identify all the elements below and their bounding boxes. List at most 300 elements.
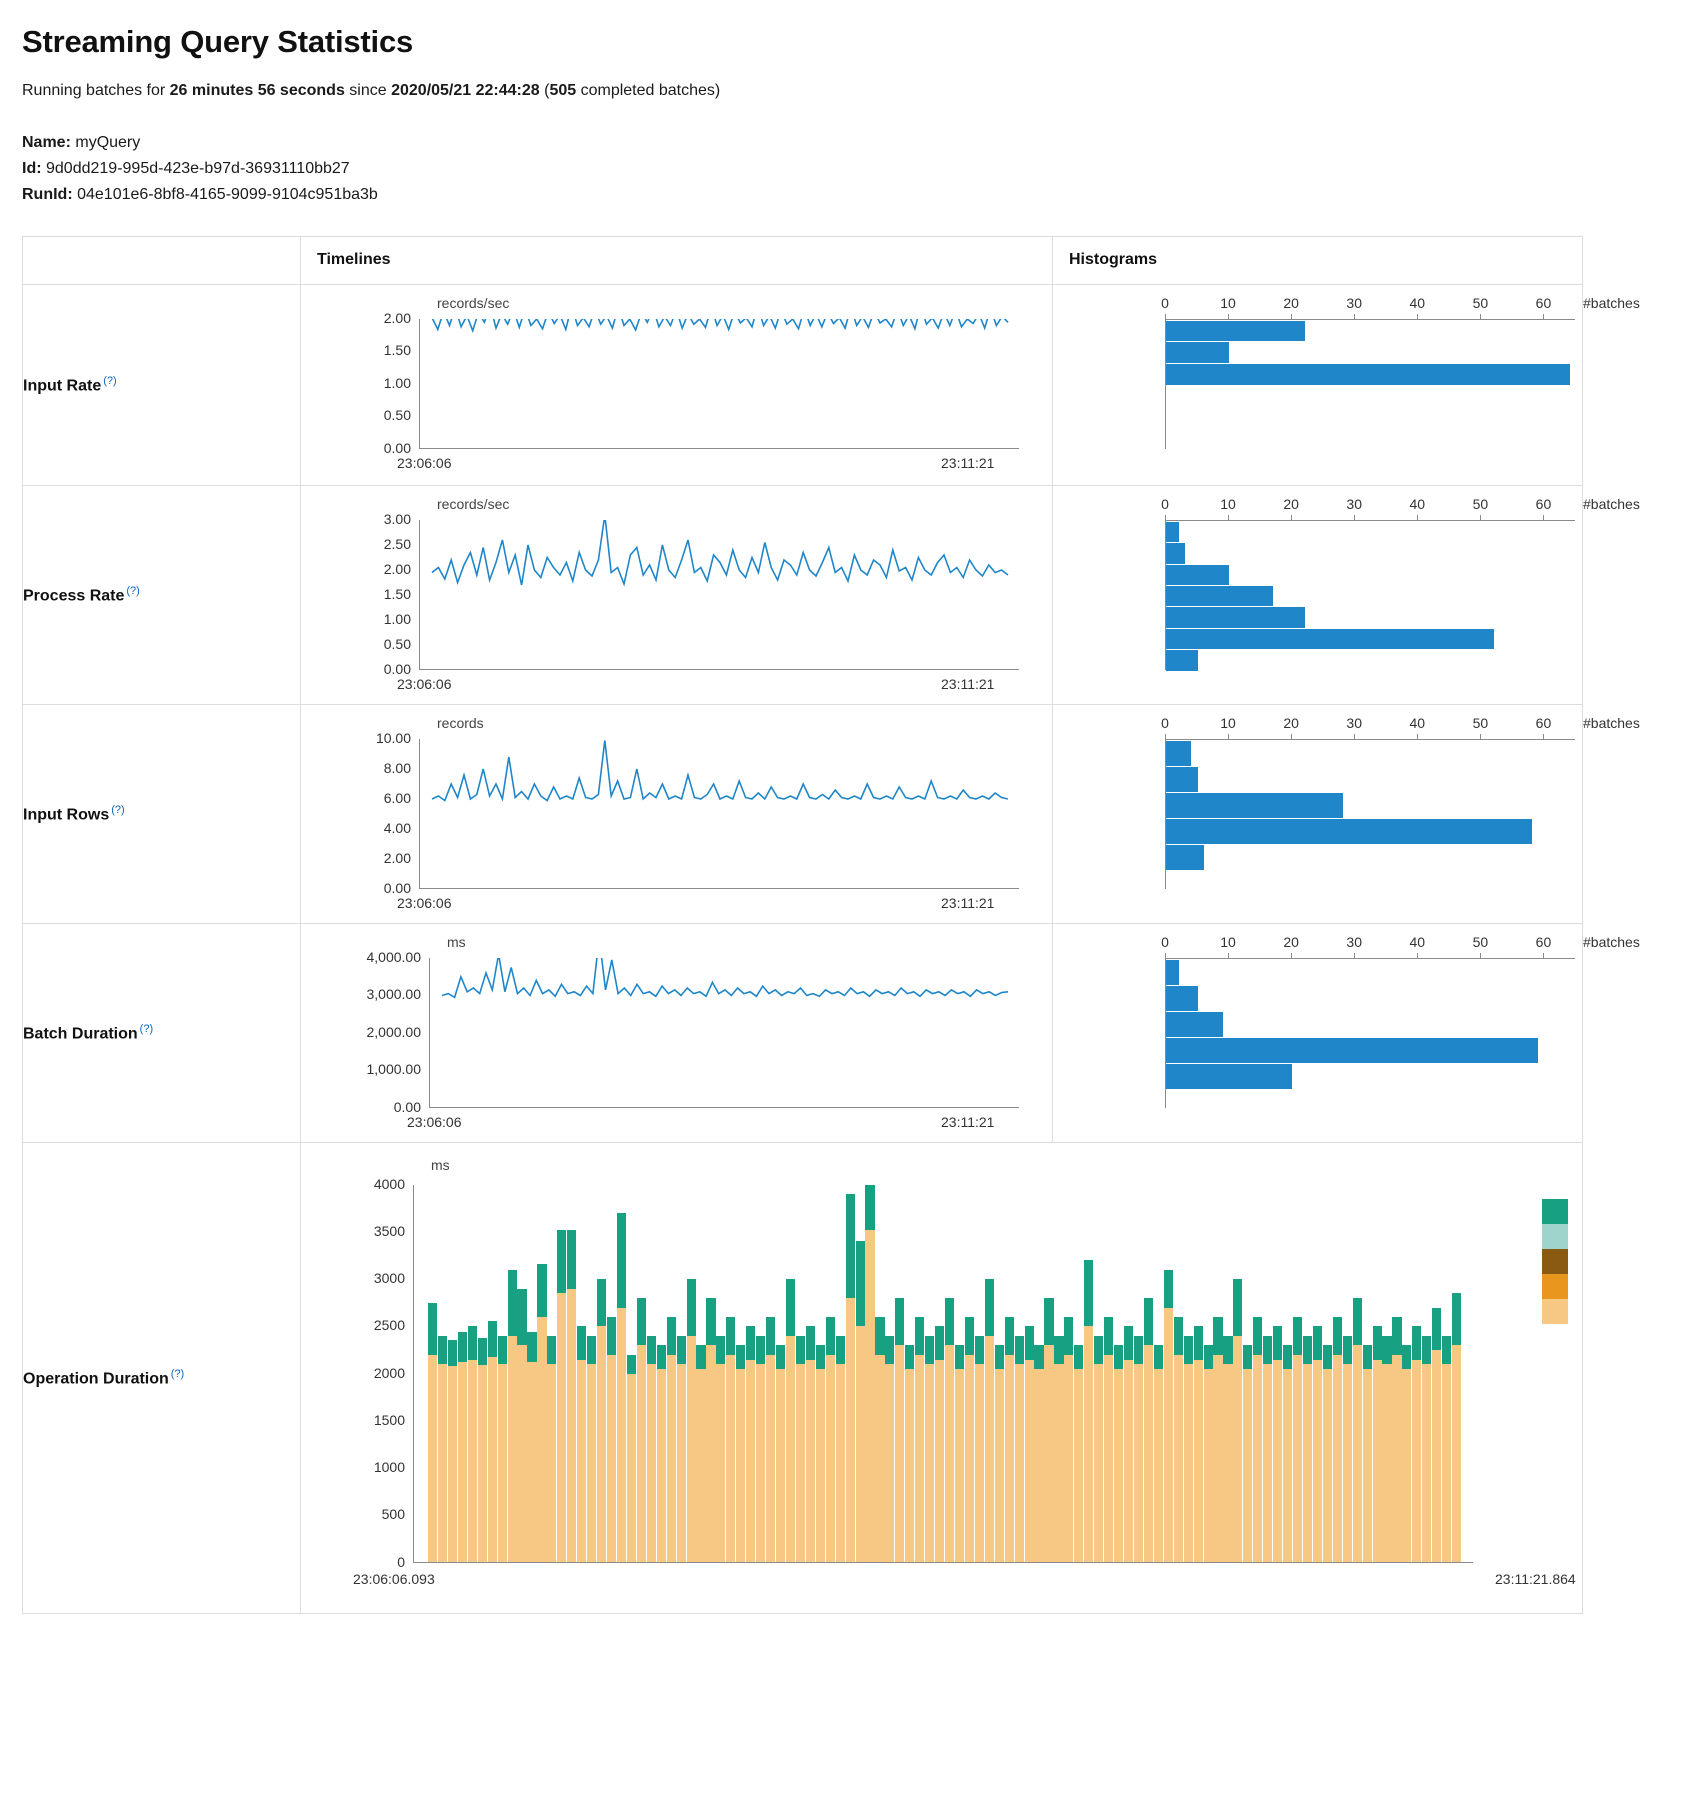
histogram-tick-label: 30	[1346, 495, 1363, 512]
timeline-cell-input-rate	[301, 284, 1053, 485]
y-tick-label: 1000	[373, 1459, 405, 1476]
legend-swatch-2[interactable]	[1542, 1249, 1568, 1274]
plot-area	[419, 319, 1019, 449]
stacked-bar-segment	[657, 1345, 666, 1369]
stacked-bar-segment	[905, 1345, 914, 1369]
stacked-bar-segment	[776, 1369, 785, 1563]
stacked-bar-segment	[1442, 1364, 1451, 1562]
histogram-axis-label: #batches	[1583, 714, 1640, 731]
query-id-row	[22, 156, 1671, 182]
histogram-bar	[1166, 522, 1179, 542]
y-tick-label: 2000	[373, 1364, 405, 1381]
header-blank	[23, 236, 301, 284]
histogram-tick-label: 0	[1161, 495, 1169, 512]
stacked-bar-segment	[1412, 1360, 1421, 1563]
stacked-bar-segment	[846, 1194, 855, 1298]
stacked-bar-segment	[647, 1336, 656, 1364]
histogram-tick	[1543, 515, 1544, 520]
stacked-bar-segment	[1094, 1336, 1103, 1364]
stacked-bar-segment	[1273, 1326, 1282, 1359]
help-icon[interactable]: (?)	[139, 1022, 154, 1035]
stacked-bar-segment	[1044, 1298, 1053, 1345]
histogram-axis	[1165, 319, 1575, 320]
stacked-bar-segment	[895, 1345, 904, 1562]
stacked-bar-segment	[1432, 1308, 1441, 1351]
stacked-bar-segment	[1005, 1355, 1014, 1563]
query-name-value: myQuery	[75, 134, 141, 151]
histogram-tick-label: 40	[1409, 294, 1426, 311]
stacked-bar-segment	[547, 1364, 556, 1562]
histogram-tick	[1417, 515, 1418, 520]
histogram-tick	[1354, 734, 1355, 739]
stacked-bar-segment	[1283, 1345, 1292, 1369]
y-tick-label: 1,000.00	[366, 1061, 421, 1078]
stacked-bar-segment	[736, 1369, 745, 1563]
since-text: since	[344, 82, 392, 99]
stacked-bar-segment	[726, 1355, 735, 1563]
stacked-bar-segment	[836, 1364, 845, 1562]
stacked-bar-segment	[865, 1230, 874, 1563]
stacked-bar-segment	[557, 1230, 566, 1293]
stacked-bar-segment	[1452, 1293, 1461, 1345]
stacked-bar-segment	[1184, 1364, 1193, 1562]
row-label-text: Process Rate	[23, 586, 125, 604]
stacked-bar-segment	[816, 1345, 825, 1369]
stacked-bar-segment	[1422, 1336, 1431, 1364]
y-tick-label: 1.00	[383, 610, 411, 627]
histogram-bar	[1166, 321, 1305, 342]
stacked-bar-segment	[1373, 1326, 1382, 1359]
stacked-bar-segment	[746, 1360, 755, 1563]
x-tick-label-start: 23:06:06.093	[353, 1570, 435, 1587]
stacked-bar-segment	[597, 1279, 606, 1326]
query-runid-row	[22, 182, 1671, 208]
stacked-bar-segment	[1204, 1345, 1213, 1369]
histogram-tick-label: 60	[1535, 933, 1552, 950]
table-row	[23, 485, 1583, 704]
timeline-chart-batch-duration	[301, 924, 1052, 1142]
histogram-tick-label: 0	[1161, 714, 1169, 731]
histogram-bar	[1166, 342, 1229, 363]
histogram-tick-label: 30	[1346, 714, 1363, 731]
histogram-tick	[1417, 734, 1418, 739]
histogram-tick-label: 20	[1283, 933, 1299, 950]
histogram-tick-label: 20	[1283, 495, 1299, 512]
histogram-tick-label: 60	[1535, 714, 1552, 731]
stacked-bar-segment	[856, 1326, 865, 1562]
stacked-bar-segment	[458, 1332, 467, 1362]
query-id-key: Id:	[22, 159, 42, 177]
histogram-bar	[1166, 607, 1305, 627]
row-label-process-rate	[23, 485, 301, 704]
stacked-bar-segment	[1064, 1317, 1073, 1355]
histogram-tick	[1543, 314, 1544, 319]
y-tick-label: 0.00	[383, 439, 411, 456]
y-tick-label: 0.50	[383, 407, 411, 424]
stacked-bar-segment	[905, 1369, 914, 1563]
stacked-bar-segment	[706, 1345, 715, 1562]
row-label-text: Input Rate	[23, 376, 102, 394]
stacked-bar-segment	[557, 1293, 566, 1562]
stacked-bar-segment	[1313, 1326, 1322, 1359]
stacked-bar-segment	[945, 1298, 954, 1345]
help-icon[interactable]: (?)	[126, 584, 140, 597]
histogram-bar	[1166, 364, 1570, 385]
histogram-tick	[1480, 953, 1481, 958]
stacked-bar-segment	[1333, 1317, 1342, 1355]
histogram-tick	[1228, 734, 1229, 739]
stacked-bar-segment	[1452, 1345, 1461, 1562]
stacked-bar-segment	[1343, 1364, 1352, 1562]
stacked-bar-segment	[438, 1336, 447, 1364]
stacked-bar-segment	[687, 1336, 696, 1563]
x-tick-label-start: 23:06:06	[407, 1113, 462, 1130]
y-tick-label: 2.00	[383, 849, 411, 866]
header-timelines: Timelines	[301, 236, 1053, 284]
histogram-axis-label: #batches	[1583, 294, 1640, 311]
stacked-bar-segment	[716, 1336, 725, 1364]
stacked-bar-segment	[865, 1185, 874, 1230]
stacked-bar-segment	[766, 1355, 775, 1563]
stacked-bar-segment	[806, 1326, 815, 1359]
stacked-bar-segment	[1015, 1364, 1024, 1562]
stacked-bar-segment	[637, 1345, 646, 1562]
histogram-bar	[1166, 845, 1204, 870]
histogram-tick-label: 60	[1535, 294, 1552, 311]
stacked-bar-segment	[1064, 1355, 1073, 1563]
stacked-bar-segment	[667, 1317, 676, 1355]
stacked-bar-segment	[1194, 1326, 1203, 1359]
stacked-bar-segment	[448, 1366, 457, 1563]
x-tick-label-start: 23:06:06	[397, 894, 452, 911]
histogram-axis-label: #batches	[1583, 933, 1640, 950]
stacked-bar-segment	[1114, 1345, 1123, 1369]
stacked-bar-segment	[935, 1360, 944, 1563]
stacked-bar-segment	[696, 1369, 705, 1563]
table-row	[23, 923, 1583, 1142]
y-tick-label: 2,000.00	[366, 1023, 421, 1040]
histogram-bar	[1166, 565, 1229, 585]
stacked-bar-segment	[488, 1321, 497, 1357]
stacked-bar-segment	[1144, 1345, 1153, 1562]
axis-unit-label: records	[437, 714, 484, 731]
plot-area	[429, 958, 1019, 1108]
stacked-bar-segment	[517, 1345, 526, 1562]
y-tick-label: 0.00	[383, 660, 411, 677]
stacked-bar-segment	[1174, 1317, 1183, 1355]
statistics-table	[22, 236, 1640, 1614]
histogram-chart-batch-duration	[1053, 924, 1640, 1142]
row-label-input-rate	[23, 284, 301, 485]
histogram-bar	[1166, 986, 1198, 1011]
stacked-bar-segment	[1154, 1369, 1163, 1563]
table-row	[23, 284, 1583, 485]
stacked-bar-segment	[995, 1369, 1004, 1563]
legend-swatch-1[interactable]	[1542, 1224, 1568, 1249]
stacked-bar-segment	[1094, 1364, 1103, 1562]
stacked-bar-segment	[1263, 1364, 1272, 1562]
histogram-cell-input-rows	[1053, 704, 1640, 923]
stacked-bar-segment	[468, 1326, 477, 1359]
stacked-bar-segment	[498, 1336, 507, 1364]
stacked-bar-segment	[935, 1326, 944, 1359]
stacked-bar-segment	[925, 1364, 934, 1562]
stacked-bar-segment	[756, 1364, 765, 1562]
stacked-bar-segment	[965, 1355, 974, 1563]
stacked-bar-segment	[1432, 1350, 1441, 1563]
stacked-bar-segment	[1025, 1326, 1034, 1359]
stacked-bar-segment	[885, 1336, 894, 1364]
legend-swatch-3[interactable]	[1542, 1274, 1568, 1299]
stacked-bar-segment	[508, 1336, 517, 1563]
stacked-bar-segment	[1213, 1317, 1222, 1355]
query-name-row	[22, 130, 1671, 156]
stacked-bar-segment	[1144, 1298, 1153, 1345]
histogram-tick	[1543, 734, 1544, 739]
stacked-bar-segment	[875, 1317, 884, 1355]
histogram-chart-process-rate	[1053, 486, 1640, 704]
help-icon[interactable]: (?)	[103, 374, 117, 387]
stacked-bar-segment	[1174, 1355, 1183, 1563]
stacked-bar-segment	[607, 1317, 616, 1355]
stacked-bar-segment	[1054, 1364, 1063, 1562]
row-label-text: Input Rows	[23, 805, 110, 823]
header-histograms: Histograms	[1053, 236, 1583, 284]
stacked-bar-segment	[1323, 1369, 1332, 1563]
table-row	[23, 1142, 1583, 1613]
stacked-bar-segment	[1392, 1355, 1401, 1563]
stacked-bar-segment	[1243, 1369, 1252, 1563]
histogram-bar	[1166, 960, 1179, 985]
query-metadata	[22, 130, 1671, 208]
y-tick-label: 0	[397, 1553, 405, 1570]
stacked-bar-segment	[806, 1360, 815, 1563]
stacked-bar-segment	[537, 1317, 546, 1563]
timeline-cell-process-rate	[301, 485, 1053, 704]
histogram-tick	[1480, 515, 1481, 520]
histogram-tick	[1354, 953, 1355, 958]
stacked-bar-segment	[1044, 1345, 1053, 1562]
stacked-bar-segment	[428, 1355, 437, 1563]
stacked-bar-segment	[746, 1326, 755, 1359]
histogram-tick	[1417, 953, 1418, 958]
stacked-bar-segment	[597, 1326, 606, 1562]
histogram-chart-input-rows	[1053, 705, 1640, 923]
stacked-bar-segment	[716, 1364, 725, 1562]
stacked-bar-segment	[527, 1332, 536, 1362]
stacked-bar-segment	[458, 1362, 467, 1562]
query-name-key: Name:	[22, 134, 71, 151]
y-tick-label: 10.00	[375, 729, 411, 746]
stacked-bar-segment	[478, 1338, 487, 1365]
stacked-bar-segment	[885, 1364, 894, 1562]
stacked-bar-segment	[428, 1303, 437, 1355]
axis-unit-label: ms	[447, 933, 466, 950]
stacked-bar-segment	[955, 1345, 964, 1369]
stacked-bar-segment	[875, 1355, 884, 1563]
histogram-tick	[1291, 734, 1292, 739]
stacked-bar-segment	[478, 1365, 487, 1563]
stacked-bar-segment	[796, 1364, 805, 1562]
x-tick-label-end: 23:11:21	[941, 894, 995, 911]
histogram-bar	[1166, 1038, 1538, 1063]
histogram-tick-label: 50	[1472, 933, 1489, 950]
plot-area	[419, 739, 1019, 889]
row-label-operation-duration	[23, 1142, 301, 1613]
stacked-bar-segment	[1005, 1317, 1014, 1355]
y-tick-label: 8.00	[383, 759, 411, 776]
stacked-bar-segment	[1164, 1308, 1173, 1563]
stacked-bar-segment	[517, 1289, 526, 1346]
stacked-bar-segment	[726, 1317, 735, 1355]
operation-duration-cell	[301, 1142, 1583, 1613]
row-label-input-rows	[23, 704, 301, 923]
stacked-bar-segment	[1382, 1364, 1391, 1562]
stacked-bar-segment	[766, 1317, 775, 1355]
stacked-bar-segment	[1303, 1336, 1312, 1364]
axis-unit-label: records/sec	[437, 495, 510, 512]
stacked-bar-segment	[527, 1362, 536, 1562]
stacked-bar-segment	[1134, 1336, 1143, 1364]
stacked-bar-segment	[1253, 1355, 1262, 1563]
running-prefix: Running batches for	[22, 82, 170, 99]
stacked-bar-segment	[1412, 1326, 1421, 1359]
stacked-bar-segment	[637, 1298, 646, 1345]
row-label-text: Batch Duration	[23, 1024, 138, 1042]
histogram-bar	[1166, 819, 1532, 844]
stacked-bar-segment	[945, 1345, 954, 1562]
help-icon[interactable]: (?)	[170, 1367, 185, 1380]
stacked-bar-segment	[856, 1241, 865, 1326]
help-icon[interactable]: (?)	[111, 803, 125, 816]
y-tick-label: 0.00	[383, 879, 411, 896]
stacked-bar-segment	[687, 1279, 696, 1336]
histogram-tick-label: 0	[1161, 294, 1169, 311]
stacked-bar-segment	[1184, 1336, 1193, 1364]
histogram-chart-input-rate	[1053, 285, 1640, 485]
stacked-bar-segment	[577, 1360, 586, 1563]
stacked-bar-segment	[617, 1308, 626, 1563]
stacked-bar-segment	[1194, 1360, 1203, 1563]
stacked-bar-segment	[1273, 1360, 1282, 1563]
histogram-bar	[1166, 1064, 1292, 1089]
stacked-bar-segment	[826, 1317, 835, 1355]
table-row	[23, 704, 1583, 923]
stacked-bar-segment	[1402, 1369, 1411, 1563]
histogram-bar	[1166, 793, 1343, 818]
stacked-bar-segment	[587, 1336, 596, 1364]
stacked-bar-segment	[1104, 1317, 1113, 1355]
histogram-tick-label: 10	[1220, 495, 1236, 512]
y-tick-label: 500	[381, 1506, 405, 1523]
histogram-tick-label: 30	[1346, 294, 1363, 311]
stacked-bar-segment	[756, 1336, 765, 1364]
histogram-tick	[1228, 515, 1229, 520]
histogram-axis	[1165, 739, 1575, 740]
y-tick-label: 4.00	[383, 819, 411, 836]
stacked-bar-segment	[1233, 1336, 1242, 1563]
stacked-bar-segment	[1323, 1345, 1332, 1369]
stacked-bar-segment	[468, 1360, 477, 1563]
query-runid-value: 04e101e6-8bf8-4165-9099-9104c951ba3b	[77, 185, 378, 203]
stacked-bar-segment	[1442, 1336, 1451, 1364]
stacked-bar-segment	[1154, 1345, 1163, 1369]
stacked-bar-segment	[627, 1355, 636, 1374]
x-tick-label-start: 23:06:06	[397, 454, 452, 471]
histogram-cell-input-rate	[1053, 284, 1640, 485]
timeline-chart-process-rate	[301, 486, 1052, 704]
stacked-bar-segment	[1223, 1336, 1232, 1364]
since-timestamp: 2020/05/21 22:44:28	[391, 82, 540, 99]
y-tick-label: 0.50	[383, 635, 411, 652]
stacked-bar-segment	[846, 1298, 855, 1563]
stacked-bar-segment	[1015, 1336, 1024, 1364]
stacked-bar-segment	[816, 1369, 825, 1563]
stacked-bar-segment	[1025, 1360, 1034, 1563]
histogram-tick-label: 50	[1472, 294, 1489, 311]
histogram-tick	[1291, 314, 1292, 319]
stacked-bar-segment	[1104, 1355, 1113, 1563]
stacked-bar-segment	[1382, 1336, 1391, 1364]
histogram-tick-label: 40	[1409, 933, 1426, 950]
stacked-bar-segment	[965, 1317, 974, 1355]
row-label-text: Operation Duration	[23, 1369, 169, 1387]
histogram-tick	[1417, 314, 1418, 319]
histogram-tick	[1291, 515, 1292, 520]
stacked-bar-segment	[1353, 1345, 1362, 1562]
stacked-bar-segment	[587, 1364, 596, 1562]
timeline-chart-input-rate	[301, 285, 1052, 485]
y-tick-label: 6.00	[383, 789, 411, 806]
stacked-bar-segment	[1223, 1364, 1232, 1562]
stacked-bar-segment	[1313, 1360, 1322, 1563]
y-tick-label: 3.00	[383, 510, 411, 527]
y-tick-label: 1500	[373, 1411, 405, 1428]
query-id-value: 9d0dd219-995d-423e-b97d-36931110bb27	[46, 159, 350, 177]
x-tick-label-end: 23:11:21	[941, 454, 995, 471]
histogram-tick	[1354, 314, 1355, 319]
histogram-bar	[1166, 1012, 1223, 1037]
histogram-bar	[1166, 650, 1198, 670]
histogram-tick-label: 40	[1409, 714, 1426, 731]
histogram-bar	[1166, 741, 1191, 766]
histogram-tick-label: 50	[1472, 714, 1489, 731]
stacked-bar-segment	[1392, 1317, 1401, 1355]
stacked-bar-segment	[925, 1336, 934, 1364]
legend-swatch-4[interactable]	[1542, 1299, 1568, 1324]
completed-open: (	[539, 82, 550, 99]
stacked-bar-segment	[1084, 1326, 1093, 1562]
stacked-bar-segment	[985, 1279, 994, 1336]
stacked-bar-segment	[1213, 1355, 1222, 1563]
x-tick-label-end: 23:11:21	[941, 675, 995, 692]
histogram-axis	[1165, 520, 1575, 521]
stacked-bar-segment	[1283, 1369, 1292, 1563]
timeline-cell-batch-duration	[301, 923, 1053, 1142]
stacked-bar-segment	[1034, 1345, 1043, 1369]
stacked-bar-segment	[1074, 1369, 1083, 1563]
histogram-bar	[1166, 629, 1494, 649]
stacked-bar-segment	[1074, 1345, 1083, 1369]
stacked-bar-segment	[1293, 1355, 1302, 1563]
histogram-tick	[1291, 953, 1292, 958]
completed-suffix: completed batches)	[576, 82, 721, 99]
y-tick-label: 0.00	[393, 1098, 421, 1115]
histogram-tick-label: 20	[1283, 714, 1299, 731]
legend-swatch-0[interactable]	[1542, 1199, 1568, 1224]
histogram-bar	[1166, 543, 1185, 563]
stacked-bar-segment	[647, 1364, 656, 1562]
